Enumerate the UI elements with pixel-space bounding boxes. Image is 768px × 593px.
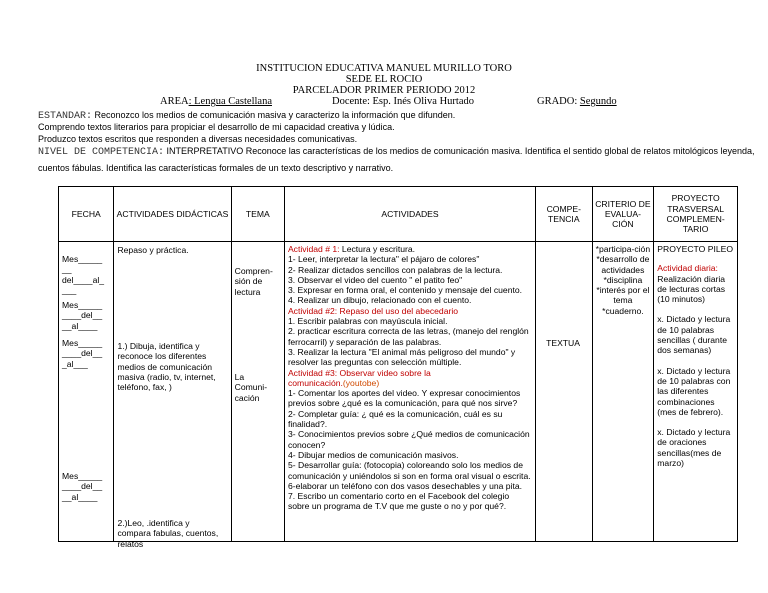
tema-2: La Comuni-cación [234,372,268,403]
actividad-1-label: Actividad # 1: [287,244,340,254]
tema-cell [231,242,284,542]
grade-line [537,96,617,107]
proyecto-cell [654,242,738,542]
actividad-1-item-3: 3. Observar el video del cuento " el patito feo" [287,274,463,285]
didactica-3: 2.)Leo, .identifica y compara fabulas, cuentos, relatos [117,518,219,549]
competencia-line-1 [38,146,755,158]
actividad-3-heading [288,368,532,378]
header-tema: TEMA [231,187,284,242]
estandar-text-3: Produzco textos escritos que responden a diversas necesidades comunicativas. [38,134,358,144]
estandar-label: ESTANDAR: [38,111,93,122]
actividad-3-heading-cont [288,378,532,388]
tema-1: Compren-sión de lectura [234,266,273,297]
fecha-3: Mes_____ ____del__ _al___ [62,338,103,369]
proyecto-diaria: Realización diaria de lecturas cortas (10 minutos) [657,273,726,305]
youtube-note: (youtobe) [342,377,380,388]
didacticas-cell [114,242,231,549]
actividad-1-title: Lectura y escritura. [339,244,416,254]
actividad-1-item-5: 4. Realizar un dibujo, relacionado con el cuento. [287,295,472,306]
actividad-2-title: Repaso del uso del abecedario [337,305,459,316]
didactica-2: 1.) Dibuja, identifica y reconoce los diferentes medios de comunicación masiva (radio, tv, internet, teléfono, fax, ) [117,341,216,393]
criterio-4: *interés por el tema [596,285,650,306]
actividad-3-title-2: comunicación. [287,377,343,388]
proyecto-dictado-1: x. Dictado y lectura de 10 palabras sencillas ( durante dos semanas) [657,314,731,356]
actividad-2-item-3: 3. Realizar la lectura "El animal más peligroso del mundo" y resolver las preguntas con selección múltiple. [287,346,516,368]
didactica-1: Repaso y práctica. [117,245,189,255]
planning-table [58,186,738,549]
header-criterio: CRITERIO DE EVALUA-CIÓN [592,187,654,242]
actividad-2-item-1: 1. Escribir palabras con mayúscula inicial. [287,316,448,327]
fecha-2: Mes_____ ____del__ __al____ [62,300,103,331]
proyecto-title: PROYECTO PILEO [657,244,734,254]
header-proyecto: PROYECTO TRASVERSAL COMPLEMEN-TARIO [654,187,738,242]
estandar-text-2: Comprendo textos literarios para propiciar el desarrollo de mi capacidad creativa y lúdica. [38,122,395,132]
estandar-line-1 [38,110,455,122]
teacher-line: Docente: Esp. Inés Oliva Hurtado [332,96,475,107]
actividad-1-item-2: 2- Realizar dictados sencillos con palabras de la lectura. [287,264,503,275]
actividad-1-item-1: 1- Leer, interpretar la lectura" el pájaro de colores" [287,254,480,265]
institution-title: INSTITUCION EDUCATIVA MANUEL MURILLO TORO [256,63,512,74]
criterio-cell [592,242,654,542]
actividad-3-item-5: 5- Desarrollar guía: (fotocopia) coloreando solo los medios de comunicación y uniéndolos si son en forma oral visual o escrita. [287,460,531,481]
actividad-3-item-1: 1- Comentar los aportes del video. Y expresar conocimientos previos sobre ¿qué es la comunicación, para qué nos sirve? [287,388,521,409]
actividad-3-label: Actividad #3: [287,367,338,378]
period-title: PARCELADOR PRIMER PERIODO 2012 [292,85,476,96]
actividad-2-label: Actividad #2: [287,305,338,316]
actividad-2-heading [288,306,532,316]
header-fecha: FECHA [59,187,114,242]
actividad-1-heading [288,244,532,254]
proyecto-dictado-2: x. Dictado y lectura de 10 palabras con las diferentes combinaciones (mes de febrero). [657,365,731,417]
actividad-3-item-7: 7. Escribo un comentario corto en el Facebook del colegio sobre un programa de T.V que me guste o no y por qué?. [287,491,510,512]
actividad-3-item-2: 2- Completar guía: ¿ qué es la comunicación, cuál es su finalidad?. [287,408,503,430]
proyecto-diaria-label: Actividad diaria: [657,263,718,274]
grade-label: GRADO: [537,96,580,107]
proyecto-dictado-3: x. Dictado y lectura de oraciones sencillas(mes de marzo) [657,427,731,469]
table-row [59,242,738,542]
area-value: : Lengua Castellana [188,96,272,107]
criterio-5: *cuaderno. [602,305,644,316]
competencia-label: NIVEL DE COMPETENCIA: [38,147,165,158]
actividad-3-title: Observar video sobre la [337,367,431,378]
competencia-text-2: cuentos fábulas. Identifica las características formales de un texto descriptivo y narrativo. [38,163,394,173]
area-label: AREA [160,96,189,107]
grade-value: Segundo [579,96,617,107]
criterio-2: *desarrollo de actividades [596,254,650,275]
fecha-1: Mes_____ __ del____al_ ___ [62,254,105,295]
actividad-3-item-6: 6-elaborar un teléfono con dos vasos desechables y una pita. [287,480,523,491]
table-header-row [59,187,738,242]
actividad-3-item-4: 4- Dibujar medios de comunicación masivos. [287,449,459,460]
header-competencia: COMPE-TENCIA [536,187,592,242]
branch-title: SEDE EL ROCIO [345,74,423,85]
criterio-1: *participa-ción [595,244,651,254]
competencia-cell [536,242,592,542]
actividad-1-item-4: 3. Expresar en forma oral, el contenido y mensaje del cuento. [287,285,523,296]
header-actividades: ACTIVIDADES [284,187,535,242]
competencia-value: TEXTUA [546,338,580,348]
actividad-3-item-3: 3- Conocimientos previos sobre ¿Qué medios de comunicación conocen? [287,429,530,450]
fecha-cell [59,242,114,542]
actividad-2-item-2: 2. practicar escritura correcta de las letras, (manejo del renglón ferrocarril) y separación de las palabras. [287,326,529,347]
fecha-4: Mes_____ ____del__ __al____ [62,471,103,502]
actividades-cell [284,242,535,542]
header-actividades-didacticas: ACTIVIDADES DIDÁCTICAS [114,187,231,242]
competencia-text-1: INTERPRETATIVO Reconoce las características de los medios de comunicación masiva. Identifica el sentido global de relatos mitológicos leyenda, [166,146,755,156]
estandar-text-1: Reconozco los medios de comunicación masiva y caracterizo la información que difunden. [94,110,456,120]
criterio-3: *disciplina [603,274,643,285]
area-line [160,96,272,107]
